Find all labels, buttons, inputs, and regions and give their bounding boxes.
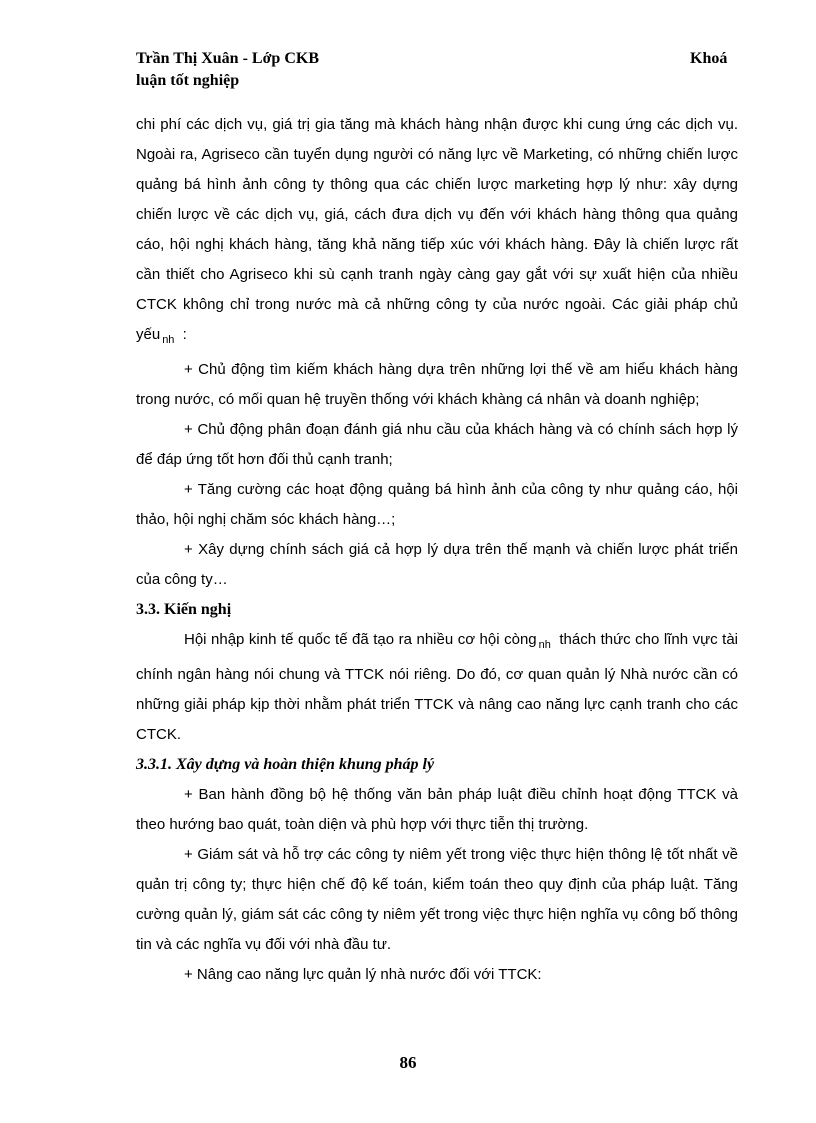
header-title-end: luận tốt nghiệp bbox=[136, 72, 240, 89]
paragraph-marketing-subscript: nh bbox=[162, 334, 175, 346]
paragraph-marketing-end: : bbox=[178, 326, 187, 343]
document-body bbox=[136, 110, 738, 990]
section-heading-3-3: 3.3. Kiến nghị bbox=[136, 601, 232, 618]
paragraph-integration-rest: thách thức cho lĩnh vực tài chính ngân hàng nói chung và TTCK nói riêng. Do đó, cơ quan quản lý Nhà nước cần có những giải pháp kịp thời nhằm phát triển TTCK và nâng cao năng lực cạnh tranh cho các CTCK. bbox=[136, 631, 738, 743]
paragraph-integration bbox=[136, 625, 738, 750]
paragraph-integration-subscript: nh bbox=[538, 639, 551, 651]
bullet-customer-search: + Chủ động tìm kiếm khách hàng dựa trên những lợi thế về am hiểu khách hàng trong nước, có mối quan hệ truyền thống với khách khàng cá nhân và doanh nghiệp; bbox=[136, 361, 738, 408]
paragraph-marketing bbox=[136, 110, 738, 355]
section-heading-3-3-1: 3.3.1. Xây dựng và hoàn thiện khung pháp lý bbox=[136, 756, 435, 773]
bullet-pricing: + Xây dựng chính sách giá cả hợp lý dựa trên thế mạnh và chiến lược phát triển của công ty… bbox=[136, 541, 738, 588]
header-author: Trần Thị Xuân - Lớp CKB bbox=[136, 50, 319, 67]
page-number: 86 bbox=[399, 1053, 417, 1072]
bullet-segmentation: + Chủ động phân đoạn đánh giá nhu cầu của khách hàng và có chính sách hợp lý để đáp ứng tốt hơn đối thủ cạnh tranh; bbox=[136, 421, 738, 468]
paragraph-integration-start: Hội nhập kinh tế quốc tế đã tạo ra nhiều cơ hội còng bbox=[184, 631, 537, 648]
bullet-legal-system: + Ban hành đồng bộ hệ thống văn bản pháp luật điều chỉnh hoạt động TTCK và theo hướng bao quát, toàn diện và phù hợp với thực tiễn thị trường. bbox=[136, 786, 738, 833]
header-title-start: Khoá bbox=[690, 50, 728, 67]
bullet-promotion: + Tăng cường các hoạt động quảng bá hình ảnh của công ty như quảng cáo, hội thảo, hội nghị chăm sóc khách hàng…; bbox=[136, 481, 738, 528]
bullet-state-management: + Nâng cao năng lực quản lý nhà nước đối với TTCK: bbox=[184, 966, 542, 983]
paragraph-marketing-text: chi phí các dịch vụ, giá trị gia tăng mà khách hàng nhận được khi cung ứng các dịch vụ. Ngoài ra, Agriseco cần tuyển dụng người có năng lực về Marketing, có những chiến lược quảng bá hình ảnh công ty thông qua các chiến lược marketing hợp lý như: xây dựng chiến lược về các dịch vụ, giá, cách đưa dịch vụ đến với khách hàng thông qua quảng cáo, hội nghị khách hàng, tăng khả năng tiếp xúc với khách hàng. Đây là chiến lược rất cần thiết cho Agriseco khi sù cạnh tranh ngày càng gay gắt với sự xuất hiện của nhiều CTCK không chỉ trong nước mà cả những công ty của nước ngoài. Các giải pháp chủ yếu bbox=[136, 116, 738, 343]
bullet-supervision: + Giám sát và hỗ trợ các công ty niêm yết trong việc thực hiện thông lệ tốt nhất về quản trị công ty; thực hiện chế độ kế toán, kiểm toán theo quy định của pháp luật. Tăng cường quản lý, giám sát các công ty niêm yết trong việc thực hiện nghĩa vụ công bố thông tin và các nghĩa vụ đối với nhà đầu tư. bbox=[136, 846, 738, 953]
